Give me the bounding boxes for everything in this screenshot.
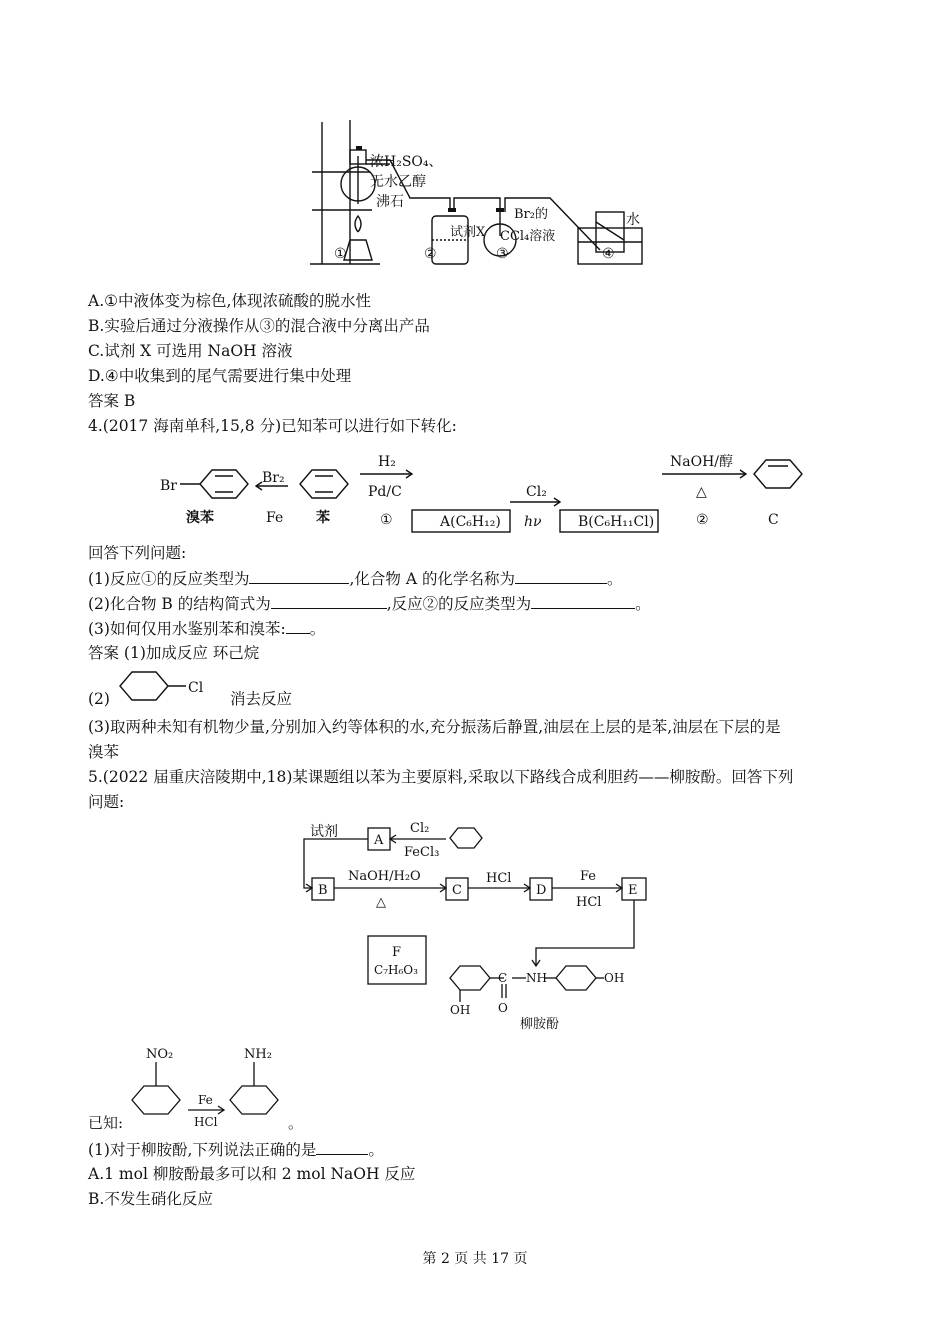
label-reagent-x: 试剂X <box>450 225 486 240</box>
q5-title-line1: 5.(2022 届重庆涪陵期中,18)某课题组以苯为主要原料,采取以下路线合成利胆药——柳胺酚。回答下列 <box>88 768 794 786</box>
chlorocyclohexane-structure <box>114 668 214 708</box>
apparatus-figure <box>300 112 660 292</box>
q5-hcl2: HCl <box>576 895 602 910</box>
q4-step1-label: ① <box>380 512 393 528</box>
q4-answer2-num: (2) <box>88 690 110 708</box>
answer-blank <box>249 567 349 584</box>
q5-nh: NH <box>526 971 547 985</box>
apparatus-num-1: ① <box>334 246 347 262</box>
q5-fecl3: FeCl₃ <box>404 845 440 860</box>
q3-option-c: C.试剂 X 可选用 NaOH 溶液 <box>88 342 293 360</box>
q5-box-e: E <box>628 883 638 898</box>
q5-naoh-h2o: NaOH/H₂O <box>348 869 421 884</box>
q4-answer3-line1: (3)取两种未知有机物少量,分别加入约等体积的水,充分振荡后静置,油层在上层的是苯,油层在下层的是 <box>88 718 781 736</box>
q4-bromobenzene-label: 溴苯 <box>186 510 214 526</box>
q3-answer: 答案 B <box>88 392 136 410</box>
q4-answer3-line2: 溴苯 <box>88 743 120 761</box>
known-label: 已知: <box>88 1114 124 1132</box>
q3-option-b: B.实验后通过分液操作从③的混合液中分离出产品 <box>88 317 430 335</box>
q5-title-line2: 问题: <box>88 793 125 811</box>
q4-compound-b: B(C₆H₁₁Cl) <box>578 514 655 530</box>
answer-blank <box>286 617 310 634</box>
q5-synthesis-route <box>290 816 660 1038</box>
apparatus-num-2: ② <box>424 246 437 262</box>
label-reagents: 浓H₂SO₄、 <box>370 154 443 170</box>
q5-oh2: OH <box>450 1003 471 1017</box>
q5-delta: △ <box>376 895 386 910</box>
answer-blank <box>271 592 387 609</box>
q4-subq2: (2)化合物 B 的结构简式为 ,反应②的反应类型为 。 <box>88 592 651 615</box>
label-water: 水 <box>626 212 640 228</box>
q4-intro: 回答下列问题: <box>88 544 187 562</box>
q4-subq1: (1)反应①的反应类型为 ,化合物 A 的化学名称为 。 <box>88 567 622 590</box>
q5-known-reaction <box>88 1040 328 1134</box>
q5-subq1: (1)对于柳胺酚,下列说法正确的是 。 <box>88 1138 384 1161</box>
label-ccl4: CCl₄溶液 <box>500 229 556 244</box>
q4-answer1: 答案 (1)加成反应 环己烷 <box>88 644 260 662</box>
q5-o: O <box>498 1001 508 1015</box>
q3-option-d: D.④中收集到的尾气需要进行集中处理 <box>88 367 352 385</box>
q5-option-a: A.1 mol 柳胺酚最多可以和 2 mol NaOH 反应 <box>88 1165 416 1183</box>
apparatus-num-4: ④ <box>602 246 615 262</box>
cl-label: Cl <box>188 680 204 696</box>
q5-box-a: A <box>374 833 384 848</box>
answer-blank <box>531 592 635 609</box>
q4-c-label: C <box>768 512 779 528</box>
q4-title: 4.(2017 海南单科,15,8 分)已知苯可以进行如下转化: <box>88 417 457 435</box>
q5-box-c: C <box>452 883 462 898</box>
apparatus-num-3: ③ <box>496 246 509 262</box>
q5-oh: OH <box>604 971 625 985</box>
q5-box-d: D <box>536 883 547 898</box>
known-no2: NO₂ <box>146 1047 174 1062</box>
q4-pdc-label: Pd/C <box>368 484 402 500</box>
q4-reaction-scheme <box>150 446 810 536</box>
q4-br-label: Br <box>160 478 177 494</box>
q4-compound-a: A(C₆H₁₂) <box>440 514 501 530</box>
q5-product-name: 柳胺酚 <box>520 1017 560 1032</box>
label-ethanol: 无水乙醇 <box>370 174 426 190</box>
q4-benzene-label: 苯 <box>316 510 330 526</box>
q4-step2-label: ② <box>696 512 709 528</box>
q5-reagent-label: 试剂 <box>310 824 338 840</box>
label-br2: Br₂的 <box>514 207 548 222</box>
known-nh2: NH₂ <box>244 1047 272 1062</box>
q4-br2-label: Br₂ <box>262 470 285 486</box>
answer-blank <box>316 1138 368 1155</box>
q4-h2-label: H₂ <box>378 454 396 470</box>
known-hcl: HCl <box>194 1115 218 1129</box>
q4-naoh-label: NaOH/醇 <box>670 454 733 470</box>
q5-cl2: Cl₂ <box>410 821 430 836</box>
known-fe: Fe <box>198 1093 213 1107</box>
q4-delta-label: △ <box>696 484 707 500</box>
q5-fe: Fe <box>580 869 597 884</box>
label-stones: 沸石 <box>376 194 404 210</box>
q4-answer2-text: 消去反应 <box>230 690 293 708</box>
page-footer: 第 2 页 共 17 页 <box>422 1251 528 1267</box>
q4-subq3: (3)如何仅用水鉴别苯和溴苯: 。 <box>88 617 325 640</box>
q5-box-f: F <box>392 945 402 960</box>
known-period: 。 <box>288 1114 304 1132</box>
q5-hcl1: HCl <box>486 871 512 886</box>
answer-blank <box>515 567 607 584</box>
q5-option-b: B.不发生硝化反应 <box>88 1190 213 1208</box>
q4-fe-label: Fe <box>266 510 284 526</box>
q3-option-a: A.①中液体变为棕色,体现浓硫酸的脱水性 <box>88 292 371 310</box>
q4-hv-label: hν <box>524 514 542 530</box>
q5-box-b: B <box>318 883 328 898</box>
q4-cl2-label: Cl₂ <box>526 484 547 500</box>
q5-c-atom: C <box>498 971 508 985</box>
q5-f-formula: C₇H₆O₃ <box>374 963 418 977</box>
